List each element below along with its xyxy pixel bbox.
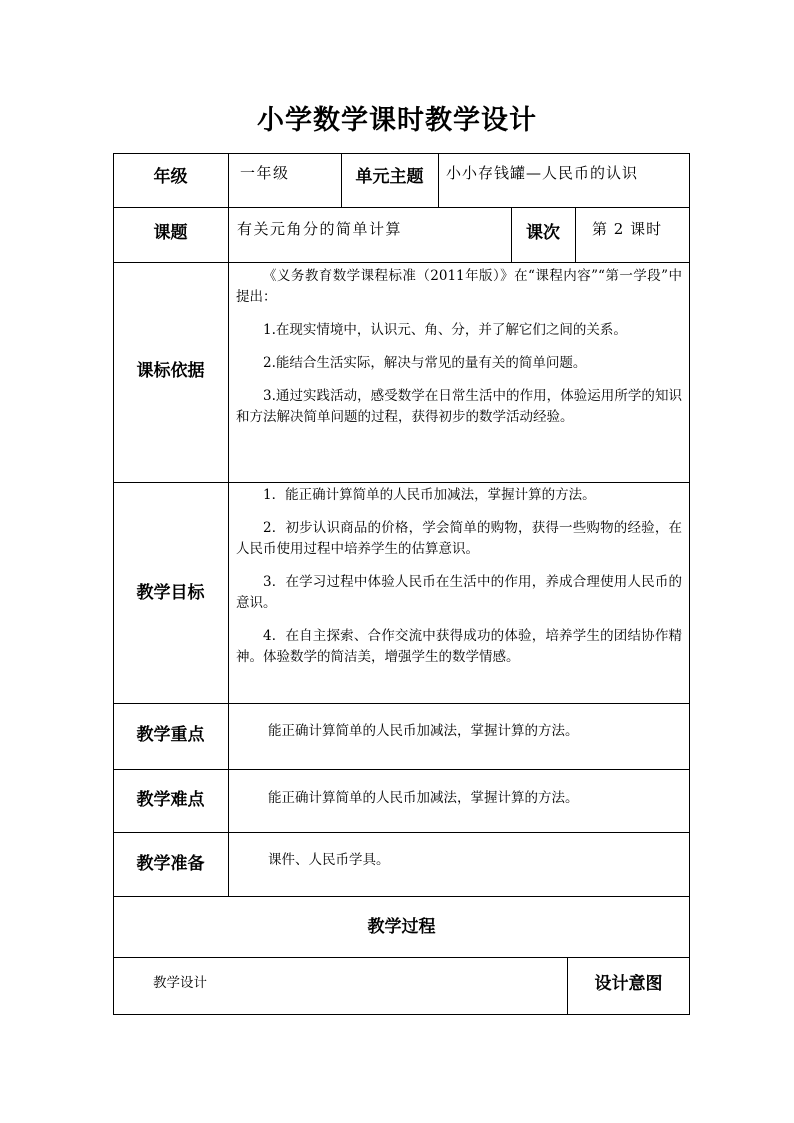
preparation-value: 课件、人民币学具。 xyxy=(268,852,390,868)
goal-item: 3．在学习过程中体验人民币在生活中的作用，养成合理使用人民币的意识。 xyxy=(236,574,682,611)
topic-label: 课题 xyxy=(153,223,188,243)
difficulty-label: 教学难点 xyxy=(136,790,205,810)
row-divider xyxy=(113,703,690,704)
grade-value: 一年级 xyxy=(240,164,290,182)
column-divider xyxy=(228,153,229,896)
lesson-label: 课次 xyxy=(526,223,560,243)
row-divider xyxy=(113,769,690,770)
row-divider xyxy=(113,896,690,897)
goals-content xyxy=(236,485,682,668)
difficulty-value: 能正确计算简单的人民币加减法，掌握计算的方法。 xyxy=(268,790,579,806)
design-label: 教学设计 xyxy=(153,975,207,991)
row-divider xyxy=(113,832,690,833)
key-point-label: 教学重点 xyxy=(136,725,205,745)
goal-item: 1．能正确计算简单的人民币加减法，掌握计算的方法。 xyxy=(263,487,596,503)
goal-item: 2．初步认识商品的价格，学会简单的购物，获得一些购物的经验，在人民币使用过程中培养学生的估算意识。 xyxy=(236,520,682,557)
process-label: 教学过程 xyxy=(367,917,436,937)
page-title: 小学数学课时教学设计 xyxy=(257,105,537,136)
standard-item: 3.通过实践活动，感受数学在日常生活中的作用，体验运用所学的知识和方法解决简单问题的过程，获得初步的数学活动经验。 xyxy=(236,388,682,425)
standard-intro: 《义务教育数学课程标准（2011年版）》在“课程内容”“第一学段”中提出： xyxy=(236,268,682,305)
column-divider xyxy=(575,207,576,262)
goal-item: 4．在自主探索、合作交流中获得成功的体验，培养学生的团结协作精神。体验数学的简洁美，增强学生的数学情感。 xyxy=(236,628,682,665)
row-divider xyxy=(113,207,690,208)
column-divider xyxy=(438,153,439,207)
row-divider xyxy=(113,482,690,483)
key-point-value: 能正确计算简单的人民币加减法，掌握计算的方法。 xyxy=(268,723,579,739)
goals-label: 教学目标 xyxy=(136,583,205,603)
row-divider xyxy=(113,957,690,958)
topic-value: 有关元角分的简单计算 xyxy=(237,220,403,238)
unit-label: 单元主题 xyxy=(355,167,424,187)
standard-item: 2.能结合生活实际，解决与常见的量有关的简单问题。 xyxy=(263,355,587,371)
standard-item: 1.在现实情境中，认识元、角、分，并了解它们之间的关系。 xyxy=(263,322,627,338)
unit-value: 小小存钱罐—人民币的认识 xyxy=(446,164,639,182)
intent-label: 设计意图 xyxy=(594,974,663,994)
row-divider xyxy=(113,262,690,263)
lesson-value: 第 2 课时 xyxy=(592,220,663,238)
standard-content xyxy=(236,266,682,428)
grade-label: 年级 xyxy=(153,167,188,187)
standard-label: 课标依据 xyxy=(136,361,205,381)
preparation-label: 教学准备 xyxy=(136,854,205,874)
